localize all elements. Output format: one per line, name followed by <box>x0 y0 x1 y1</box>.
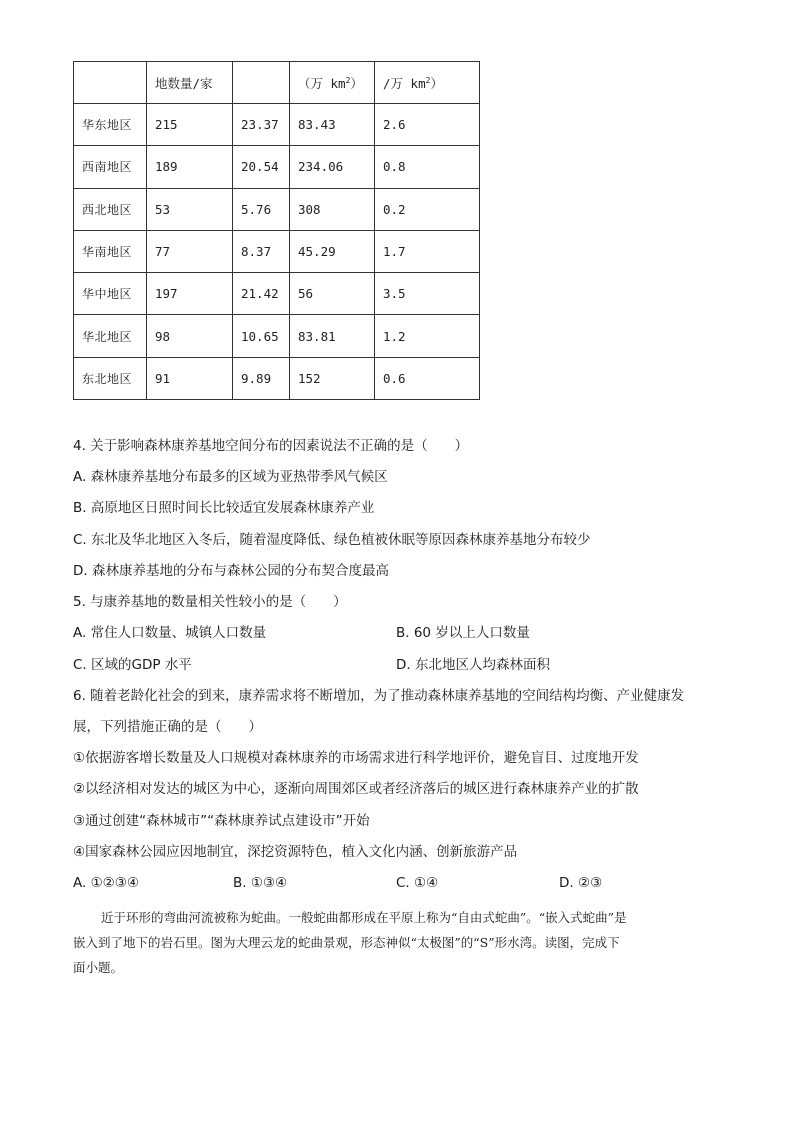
question-5-option-d: D. 东北地区人均森林面积 <box>396 657 550 673</box>
table-row <box>74 273 480 315</box>
question-4-option-b: B. 高原地区日照时间长比较适宜发展森林康养产业 <box>73 500 375 516</box>
table-cell-region: 华东地区 <box>74 104 147 146</box>
question-4-option-c: C. 东北及华北地区入冬后，随着湿度降低、绿色植被休眠等原因森林康养基地分布较少 <box>73 532 591 548</box>
table-cell-region: 东北地区 <box>74 357 147 399</box>
table-row <box>74 357 480 399</box>
passage-line-2: 嵌入到了地下的岩石里。图为大理云龙的蛇曲景观，形态神似“太极图”的“S”形水湾。读图，完成下 <box>73 935 620 950</box>
table-cell-region: 西南地区 <box>74 146 147 188</box>
table-header-cell: 地数量/家 <box>147 62 233 104</box>
table-cell: 1.7 <box>375 230 480 272</box>
question-6-item-2: ②以经济相对发达的城区为中心，逐渐向周围郊区或者经济落后的城区进行森林康养产业的扩散 <box>73 781 639 797</box>
question-6-option-c: C. ①④ <box>396 875 439 891</box>
table-cell: 0.6 <box>375 357 480 399</box>
passage-line-3: 面小题。 <box>73 960 124 975</box>
table-cell: 0.2 <box>375 188 480 230</box>
question-5-option-c: C. 区域的GDP 水平 <box>73 657 192 673</box>
table-cell: 1.2 <box>375 315 480 357</box>
table-cell: 3.5 <box>375 273 480 315</box>
table-cell: 10.65 <box>233 315 290 357</box>
question-6-item-3: ③通过创建“森林城市”“森林康养试点建设市”开始 <box>73 813 370 829</box>
passage-line-1: 近于环形的弯曲河流被称为蛇曲。一般蛇曲都形成在平原上称为“自由式蛇曲”。“嵌入式蛇曲”是 <box>101 910 627 925</box>
question-6-option-d: D. ②③ <box>559 875 603 891</box>
table-row <box>74 146 480 188</box>
table-header-row <box>74 62 480 104</box>
table-cell: 20.54 <box>233 146 290 188</box>
table-cell: 215 <box>147 104 233 146</box>
table-cell: 23.37 <box>233 104 290 146</box>
forest-wellness-base-table <box>73 61 480 400</box>
table-cell-region: 西北地区 <box>74 188 147 230</box>
table-cell: 5.76 <box>233 188 290 230</box>
table-header-cell <box>74 62 147 104</box>
question-4-option-a: A. 森林康养基地分布最多的区域为亚热带季风气候区 <box>73 469 388 485</box>
table-cell: 308 <box>290 188 375 230</box>
table-header-cell: （万 $km^2$） <box>290 62 375 104</box>
table-cell: 8.37 <box>233 230 290 272</box>
table-cell: 0.8 <box>375 146 480 188</box>
table-cell: 152 <box>290 357 375 399</box>
table-cell: 9.89 <box>233 357 290 399</box>
question-5-option-a: A. 常住人口数量、城镇人口数量 <box>73 625 267 641</box>
table-cell: 53 <box>147 188 233 230</box>
table-row <box>74 230 480 272</box>
question-6-item-1: ①依据游客增长数量及人口规模对森林康养的市场需求进行科学地评价，避免盲目、过度地开发 <box>73 750 639 766</box>
table-row <box>74 104 480 146</box>
question-6-option-b: B. ①③④ <box>233 875 288 891</box>
question-6-option-a: A. ①②③④ <box>73 875 139 891</box>
table-cell: 98 <box>147 315 233 357</box>
table-cell: 56 <box>290 273 375 315</box>
question-4-stem: 4. 关于影响森林康养基地空间分布的因素说法不正确的是（ ） <box>73 438 469 454</box>
table-row <box>74 188 480 230</box>
table-cell: 21.42 <box>233 273 290 315</box>
table-cell-region: 华中地区 <box>74 273 147 315</box>
table-cell: 91 <box>147 357 233 399</box>
table-cell-region: 华北地区 <box>74 315 147 357</box>
table-cell: 83.81 <box>290 315 375 357</box>
question-5-option-b: B. 60 岁以上人口数量 <box>396 625 530 641</box>
table-cell: 83.43 <box>290 104 375 146</box>
table-cell: 234.06 <box>290 146 375 188</box>
question-6-stem-line-1: 6. 随着老龄化社会的到来，康养需求将不断增加，为了推动森林康养基地的空间结构均衡、产业健康发 <box>73 688 685 704</box>
question-6-stem-line-2: 展，下列措施正确的是（ ） <box>73 719 262 735</box>
table-header-cell <box>233 62 290 104</box>
table-cell: 197 <box>147 273 233 315</box>
question-4-option-d: D. 森林康养基地的分布与森林公园的分布契合度最高 <box>73 563 389 579</box>
question-6-item-4: ④国家森林公园应因地制宜，深挖资源特色，植入文化内涵、创新旅游产品 <box>73 844 518 860</box>
table-row <box>74 315 480 357</box>
table-header-cell: /万 $km^2$） <box>375 62 480 104</box>
table-cell: 45.29 <box>290 230 375 272</box>
table-cell: 77 <box>147 230 233 272</box>
reading-passage <box>73 905 723 980</box>
table-cell: 189 <box>147 146 233 188</box>
table-cell: 2.6 <box>375 104 480 146</box>
table-cell-region: 华南地区 <box>74 230 147 272</box>
question-5-stem: 5. 与康养基地的数量相关性较小的是（ ） <box>73 594 347 610</box>
